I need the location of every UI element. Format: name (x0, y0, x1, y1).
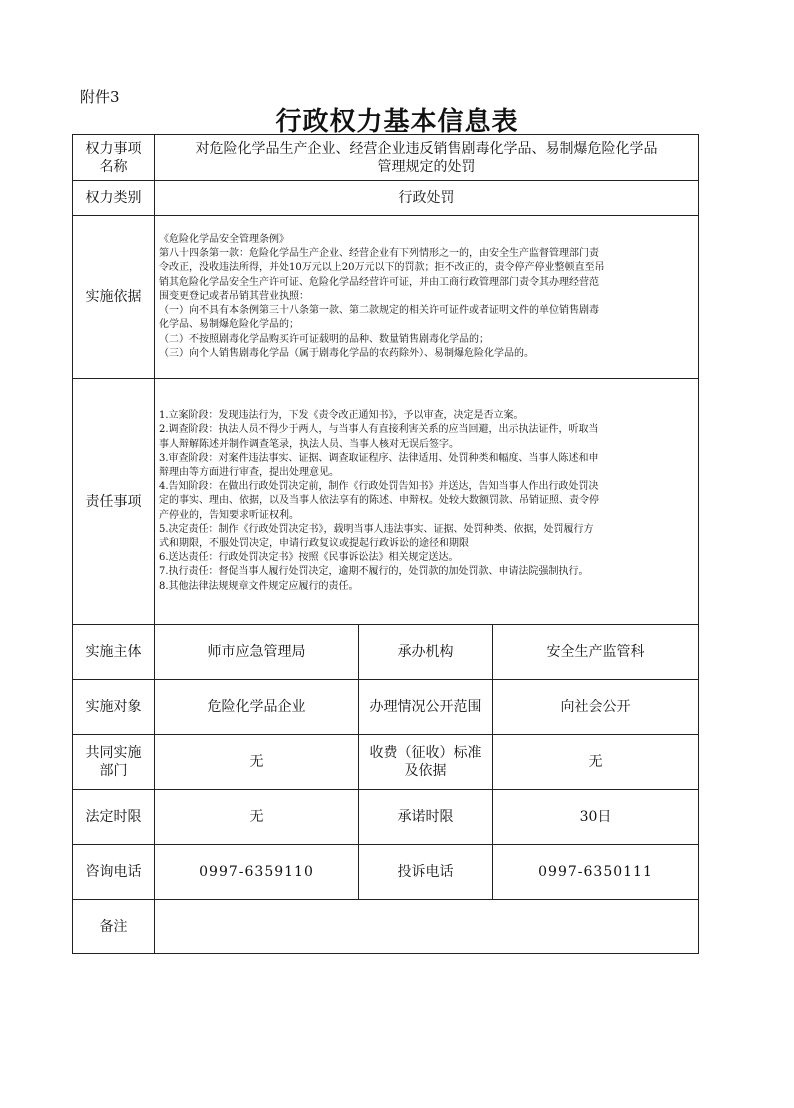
row-joint (73, 735, 699, 790)
promise-time-label: 承诺时限 (359, 790, 493, 845)
item-name-value (155, 135, 699, 181)
responsibility-text (155, 379, 699, 625)
item-name-label (73, 135, 155, 181)
basis-line: （三）向个人销售剧毒化学品（属于剧毒化学品的农药除外）、易制爆危险化学品的。 (159, 347, 534, 359)
remark-label: 备注 (73, 900, 155, 954)
responsibility-line: 辩理由等方面进行审查，提出处理意见。 (159, 466, 339, 478)
consult-phone-label: 咨询电话 (73, 845, 155, 900)
remark-value (155, 900, 699, 954)
responsibility-line: 定的事实、理由、依据，以及当事人依法享有的陈述、申辩权。处较大数额罚款、吊销证照、责令停 (159, 495, 599, 507)
joint-value: 无 (155, 735, 359, 790)
basis-line: 围变更登记或者吊销其营业执照： (159, 290, 309, 302)
responsibility-line: 6.送达责任：行政处罚决定书》按照《民事诉讼法》相关规定送达。 (159, 552, 459, 564)
promise-time-value: 30日 (493, 790, 699, 845)
category-value: 行政处罚 (155, 181, 699, 216)
basis-line: 化学品、易制爆危险化学品的； (159, 319, 299, 331)
target-value: 危险化学品企业 (155, 680, 359, 735)
row-phone (73, 845, 699, 900)
fee-label (359, 735, 493, 790)
complaint-phone-label: 投诉电话 (359, 845, 493, 900)
row-remark (73, 900, 699, 954)
disclosure-label: 办理情况公开范围 (359, 680, 493, 735)
item-name-value-line1: 对危险化学品生产企业、经营企业违反销售剧毒化学品、易制爆危险化学品 (195, 140, 658, 157)
complaint-phone-value: 0997-6350111 (493, 845, 699, 900)
info-table (72, 134, 699, 954)
item-name-label-line2: 名称 (99, 158, 128, 175)
joint-label-line2: 部门 (99, 763, 128, 779)
responsibility-line: 4.告知阶段：在做出行政处罚决定前，制作《行政处罚告知书》并送达，告知当事人作出行政处罚决 (159, 481, 599, 493)
organizer-value: 安全生产监管科 (493, 625, 699, 680)
subject-value: 师市应急管理局 (155, 625, 359, 680)
fee-label-line2: 及依据 (404, 763, 447, 779)
joint-label (73, 735, 155, 790)
responsibility-line: 8.其他法律法规规章文件规定应履行的责任。 (159, 580, 359, 592)
row-basis (73, 216, 699, 379)
fee-label-line1: 收费（征收）标准 (369, 745, 482, 761)
legal-time-label: 法定时限 (73, 790, 155, 845)
page-title: 行政权力基本信息表 (275, 107, 519, 137)
responsibility-line: 2.调查阶段：执法人员不得少于两人，与当事人有直接利害关系的应当回避，出示执法证件，听取当 (159, 424, 599, 436)
row-target (73, 680, 699, 735)
basis-line: （一）向不具有本条例第三十八条第一款、第二款规定的相关许可证件或者证明文件的单位销售剧毒 (159, 305, 599, 317)
responsibility-line: 7.执行责任：督促当事人履行处罚决定，逾期不履行的，处罚款的加处罚款、申请法院强制执行。 (159, 566, 589, 578)
row-subject (73, 625, 699, 680)
row-responsibility (73, 379, 699, 625)
row-item-name (73, 135, 699, 181)
responsibility-label: 责任事项 (73, 379, 155, 625)
item-name-label-line1: 权力事项 (85, 140, 142, 157)
row-category (73, 181, 699, 216)
basis-line: 《危险化学品安全管理条例》 (159, 234, 289, 246)
consult-phone-value: 0997-6359110 (155, 845, 359, 900)
responsibility-line: 1.立案阶段：发现违法行为，下发《责令改正通知书》，予以审查，决定是否立案。 (159, 410, 524, 422)
joint-label-line1: 共同实施 (85, 745, 142, 761)
fee-value: 无 (493, 735, 699, 790)
row-time-limit (73, 790, 699, 845)
item-name-value-line2: 管理规定的处罚 (377, 158, 476, 175)
target-label: 实施对象 (73, 680, 155, 735)
legal-time-value: 无 (155, 790, 359, 845)
subject-label: 实施主体 (73, 625, 155, 680)
basis-line: 销其危险化学品安全生产许可证、危险化学品经营许可证，并由工商行政管理部门责令其办理经营范 (159, 276, 599, 288)
responsibility-line: 5.决定责任：制作《行政处罚决定书》，载明当事人违法事实、证据、处罚种类、依据，处罚履行方 (159, 523, 594, 535)
organizer-label: 承办机构 (359, 625, 493, 680)
disclosure-value: 向社会公开 (493, 680, 699, 735)
basis-line: 令改正，没收违法所得，并处10万元以上20万元以下的罚款；拒不改正的，责令停产停业整顿直至吊 (159, 262, 605, 274)
basis-line: （二）不按照剧毒化学品购买许可证载明的品种、数量销售剧毒化学品的； (159, 333, 489, 345)
basis-text (155, 216, 699, 379)
basis-line: 第八十四条第一款：危险化学品生产企业、经营企业有下列情形之一的，由安全生产监督管理部门责 (159, 248, 599, 260)
responsibility-line: 3.审查阶段：对案件违法事实、证据、调查取证程序、法律适用、处罚种类和幅度、当事人陈述和申 (159, 452, 599, 464)
responsibility-line: 式和期限，不服处罚决定，申请行政复议或提起行政诉讼的途径和期限 (159, 538, 469, 549)
responsibility-line: 产停业的，告知要求听证权利。 (159, 509, 299, 521)
responsibility-line: 事人辩解陈述并制作调查笔录，执法人员、当事人核对无误后签字。 (159, 438, 459, 450)
basis-label: 实施依据 (73, 216, 155, 379)
category-label: 权力类别 (73, 181, 155, 216)
attachment-label: 附件3 (80, 88, 120, 106)
